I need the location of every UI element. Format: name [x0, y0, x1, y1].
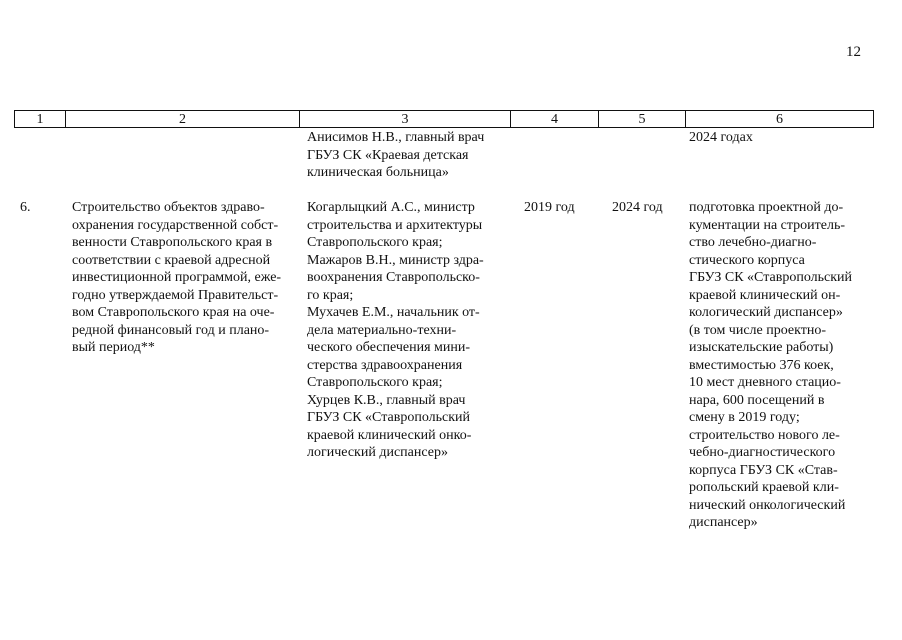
expected-result-cell [689, 199, 869, 532]
text-line: кологический диспансер» [689, 305, 843, 320]
text-line: строительство нового ле- [689, 427, 840, 443]
text-line: клиническая больница» [307, 165, 449, 180]
text-line: дела материально-техни- [307, 322, 457, 338]
measure-description-cell [72, 199, 298, 357]
column-header-3: 3 [300, 111, 511, 128]
text-line: 10 мест дневного стацио- [689, 375, 841, 390]
text-line: чебно-диагностического [689, 445, 836, 460]
responsible-persons-cell [307, 199, 502, 462]
text-line: корпуса ГБУЗ СК «Став- [689, 462, 838, 478]
text-line: строительства и архитектуры [307, 217, 483, 233]
text-line: венности Ставропольского края в [72, 235, 273, 250]
text-line: Мухачев Е.М., начальник от- [307, 305, 480, 320]
text-line: воохранения Ставропольско- [307, 270, 480, 285]
page-number: 12 [846, 44, 861, 60]
text-line: Строительство объектов здраво- [72, 200, 265, 215]
text-line: стического корпуса [689, 252, 805, 268]
text-line: ГБУЗ СК «Ставропольский [689, 270, 853, 285]
text-line: годно утверждаемой Правительст- [72, 287, 279, 303]
text-line: Когарлыцкий А.С., министр [307, 200, 475, 215]
column-header-1: 1 [15, 111, 66, 128]
text-line: нический онкологический [689, 497, 846, 513]
text-line: инвестиционной программой, еже- [72, 270, 282, 285]
text-line: вместимостью 376 коек, [689, 357, 834, 373]
text-line: диспансер» [689, 515, 758, 530]
end-date-cell: 2024 год [612, 200, 663, 215]
row-number: 6. [20, 200, 31, 215]
text-line: охранения государственной собст- [72, 217, 279, 233]
text-line: (в том числе проектно- [689, 322, 827, 338]
text-line: ГБУЗ СК «Ставропольский [307, 410, 471, 425]
column-header-6: 6 [686, 111, 874, 128]
text-line: го края; [307, 287, 354, 303]
text-line: ство лечебно-диагно- [689, 235, 817, 250]
column-header-2: 2 [66, 111, 300, 128]
text-line: Хурцев К.В., главный врач [307, 392, 466, 408]
text-line: Ставропольского края; [307, 375, 443, 390]
text-line: Мажаров В.Н., министр здра- [307, 252, 484, 268]
text-line: логический диспансер» [307, 445, 448, 460]
text-line: Анисимов Н.В., главный врач [307, 130, 485, 145]
continuation-result-cell [689, 129, 869, 147]
text-line: краевой клинический он- [689, 287, 841, 303]
text-line: ческого обеспечения мини- [307, 340, 471, 355]
start-date-cell: 2019 год [524, 200, 575, 215]
text-line: ропольский краевой кли- [689, 480, 839, 495]
text-line: соответствии с краевой адресной [72, 252, 271, 268]
text-line: подготовка проектной до- [689, 200, 844, 215]
text-line: краевой клинический онко- [307, 427, 472, 443]
text-line: стерства здравоохранения [307, 357, 463, 373]
column-header-4: 4 [511, 111, 599, 128]
column-header-5: 5 [599, 111, 686, 128]
text-line: ГБУЗ СК «Краевая детская [307, 147, 469, 163]
continuation-responsible-cell [307, 129, 502, 182]
table-header-row [14, 110, 874, 128]
text-line: 2024 годах [689, 130, 753, 145]
text-line: Ставропольского края; [307, 235, 443, 250]
text-line: смену в 2019 году; [689, 410, 800, 425]
text-line: редной финансовый год и плано- [72, 322, 270, 338]
text-line: вом Ставропольского края на оче- [72, 305, 275, 320]
text-line: нара, 600 посещений в [689, 392, 825, 408]
text-line: кументации на строитель- [689, 217, 846, 233]
text-line: изыскательские работы) [689, 340, 834, 355]
text-line: вый период** [72, 340, 155, 355]
